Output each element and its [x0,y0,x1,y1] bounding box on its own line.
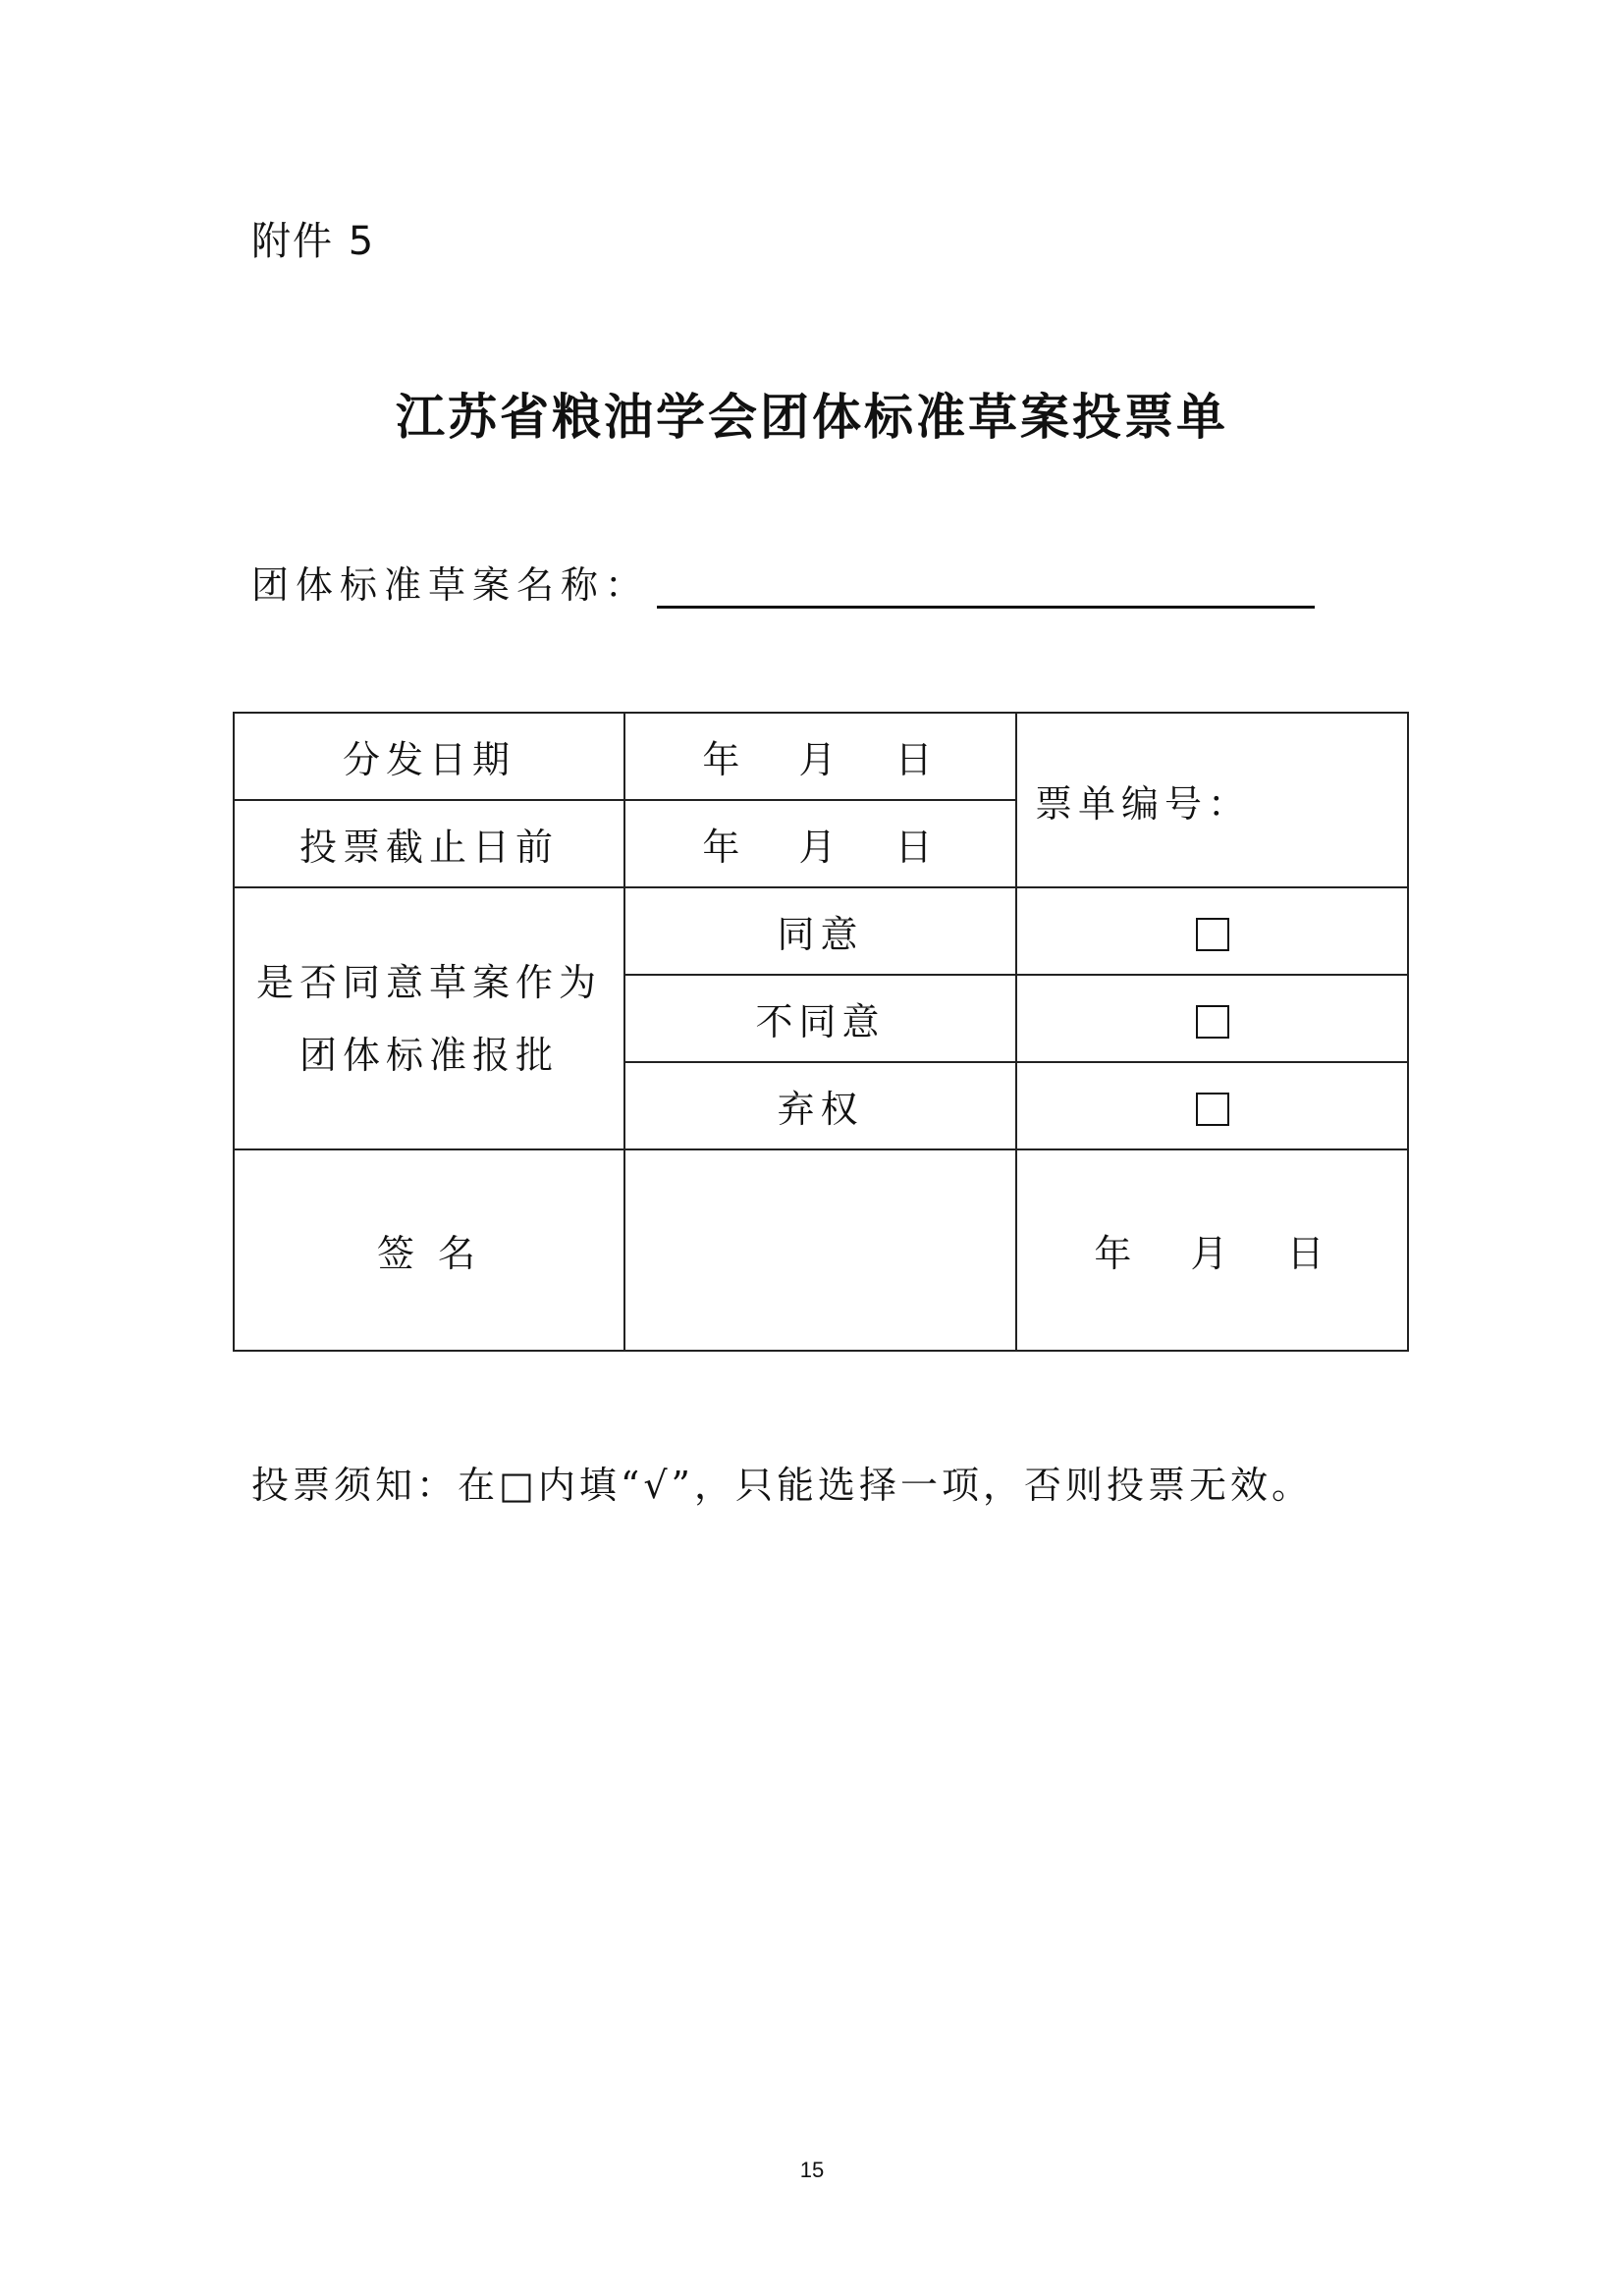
month-label: 月 [1190,1232,1234,1275]
page-number: 15 [799,2158,825,2182]
disagree-checkbox[interactable] [1196,1005,1229,1039]
question-line-2: 团体标准报批 [298,1033,559,1077]
signature-row [234,1149,1408,1351]
distribution-date-row [234,713,1408,800]
option-label-agree: 同意 [624,887,1016,975]
question-line-1: 是否同意草案作为 [255,960,602,1004]
year-label: 年 [1094,1232,1138,1275]
distribution-date-field[interactable] [624,713,1016,800]
standard-name-label: 团体标准草案名称： [251,563,650,607]
voting-notice: 投票须知：在□内填“√”，只能选择一项，否则投票无效。 [251,1464,1313,1507]
distribution-date-label: 分发日期 [234,713,624,800]
option-checkbox-cell-agree [1016,887,1408,975]
signature-label: 签 名 [234,1149,624,1351]
deadline-date-field[interactable] [624,800,1016,887]
standard-name-row [251,555,1315,609]
ticket-number-label: 票单编号： [1035,781,1252,826]
attachment-label: 附件 5 [251,219,376,264]
month-label: 月 [798,738,842,781]
signature-date-field[interactable] [1016,1149,1408,1351]
abstain-checkbox[interactable] [1196,1093,1229,1126]
option-checkbox-cell-disagree [1016,975,1408,1062]
day-label: 日 [894,738,939,781]
option-row-agree [234,887,1408,975]
deadline-label: 投票截止日前 [234,800,624,887]
year-label: 年 [702,826,746,869]
vote-table [233,712,1409,1352]
ticket-number-cell[interactable] [1016,713,1408,887]
option-label-abstain: 弃权 [624,1062,1016,1149]
standard-name-blank-line[interactable] [657,557,1315,609]
signature-field[interactable] [624,1149,1016,1351]
day-label: 日 [894,826,939,869]
option-label-disagree: 不同意 [624,975,1016,1062]
page-title: 江苏省粮油学会团体标准草案投票单 [396,388,1228,446]
agree-checkbox[interactable] [1196,918,1229,951]
month-label: 月 [798,826,842,869]
option-checkbox-cell-abstain [1016,1062,1408,1149]
day-label: 日 [1286,1232,1330,1275]
question-cell [234,887,624,1149]
year-label: 年 [702,738,746,781]
